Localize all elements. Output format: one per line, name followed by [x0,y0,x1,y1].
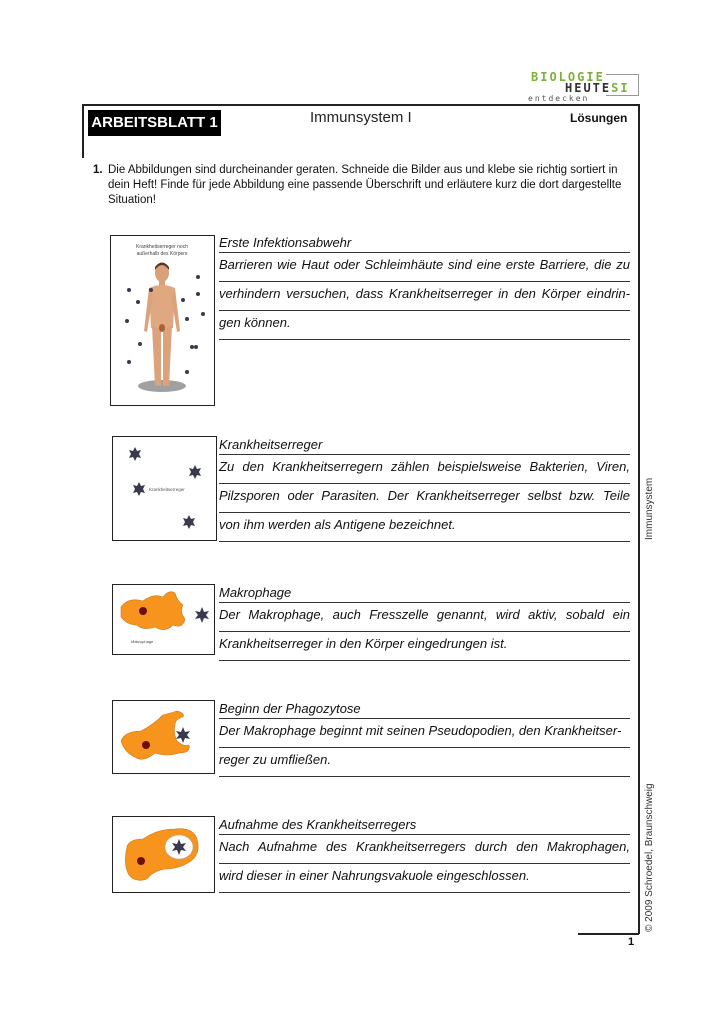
answer-line: verhindern versuchen, dass Krankheitserreger in den Körper eindrin- [219,282,630,311]
task-text: Die Abbildungen sind durcheinander geraten. Schneide die Bilder aus und klebe sie richtig sortiert in dein Heft! Finde für jede Abbildung eine passende Überschrift und erläutere kurz die dort dargestellte Situation! [108,164,622,206]
worksheet-badge: ARBEITSBLATT 1 [88,110,221,136]
figure-human-body [110,235,215,406]
answer-line: reger zu umfließen. [219,748,630,777]
answer-heading: Makrophage [219,584,630,603]
answer-block-1 [219,234,630,340]
answer-line: Nach Aufnahme des Krankheitserregers durch den Makrophagen, [219,835,630,864]
answer-line: Der Makrophage, auch Fresszelle genannt, wird aktiv, sobald ein [219,603,630,632]
answer-block-2 [219,436,630,542]
answer-block-4 [219,700,630,777]
answer-line: von ihm werden als Antigene bezeichnet. [219,513,630,542]
answer-heading: Beginn der Phagozytose [219,700,630,719]
svg-text:Makrophage: Makrophage [131,639,154,644]
frame-top-line [82,104,639,106]
answer-line: Pilzsporen oder Parasiten. Der Krankheitserreger selbst bzw. Teile [219,484,630,513]
publisher-logo [528,70,643,106]
answer-line: Barrieren wie Haut oder Schleimhäute sind eine erste Barriere, die zu [219,253,630,282]
figure-macrophage [112,584,215,655]
figure-pathogens [112,436,217,541]
figure-pathogen-engulfed [112,816,215,893]
answer-line: Krankheitserreger in den Körper eingedrungen ist. [219,632,630,661]
answer-line: Zu den Krankheitserregern zählen beispielsweise Bakterien, Viren, [219,455,630,484]
page-title: Immunsystem I [310,109,412,126]
figure-phagocytosis-start [112,700,215,774]
answer-line: gen können. [219,311,630,340]
frame-right-line [638,104,640,934]
logo-entdecken: entdecken [528,94,590,103]
frame-bottom-line [578,933,639,935]
frame-left-line [82,104,84,158]
svg-text:Krankheitserreger noch: Krankheitserreger noch [136,244,188,250]
svg-text:außerhalb des Körpers: außerhalb des Körpers [136,251,188,257]
answer-block-5 [219,816,630,893]
logo-biologie: BIOLOGIE [531,70,605,84]
side-topic-label: Immunsystem [644,477,655,540]
task-instruction [93,163,628,208]
page-number: 1 [628,936,635,948]
answer-line: wird dieser in einer Nahrungsvakuole eingeschlossen. [219,864,630,893]
copyright-label: © 2009 Schroedel, Braunschweig [644,783,655,932]
answer-line: Der Makrophage beginnt mit seinen Pseudopodien, den Krankheitser- [219,719,630,748]
solutions-label: Lösungen [570,111,628,125]
answer-heading: Erste Infektionsabwehr [219,234,630,253]
answer-heading: Aufnahme des Krankheitserregers [219,816,630,835]
answer-block-3 [219,584,630,661]
logo-heute: HEUTESI [565,81,630,95]
task-number: 1. [93,164,103,176]
svg-text:Krankheitserreger: Krankheitserreger [149,487,185,492]
answer-heading: Krankheitserreger [219,436,630,455]
